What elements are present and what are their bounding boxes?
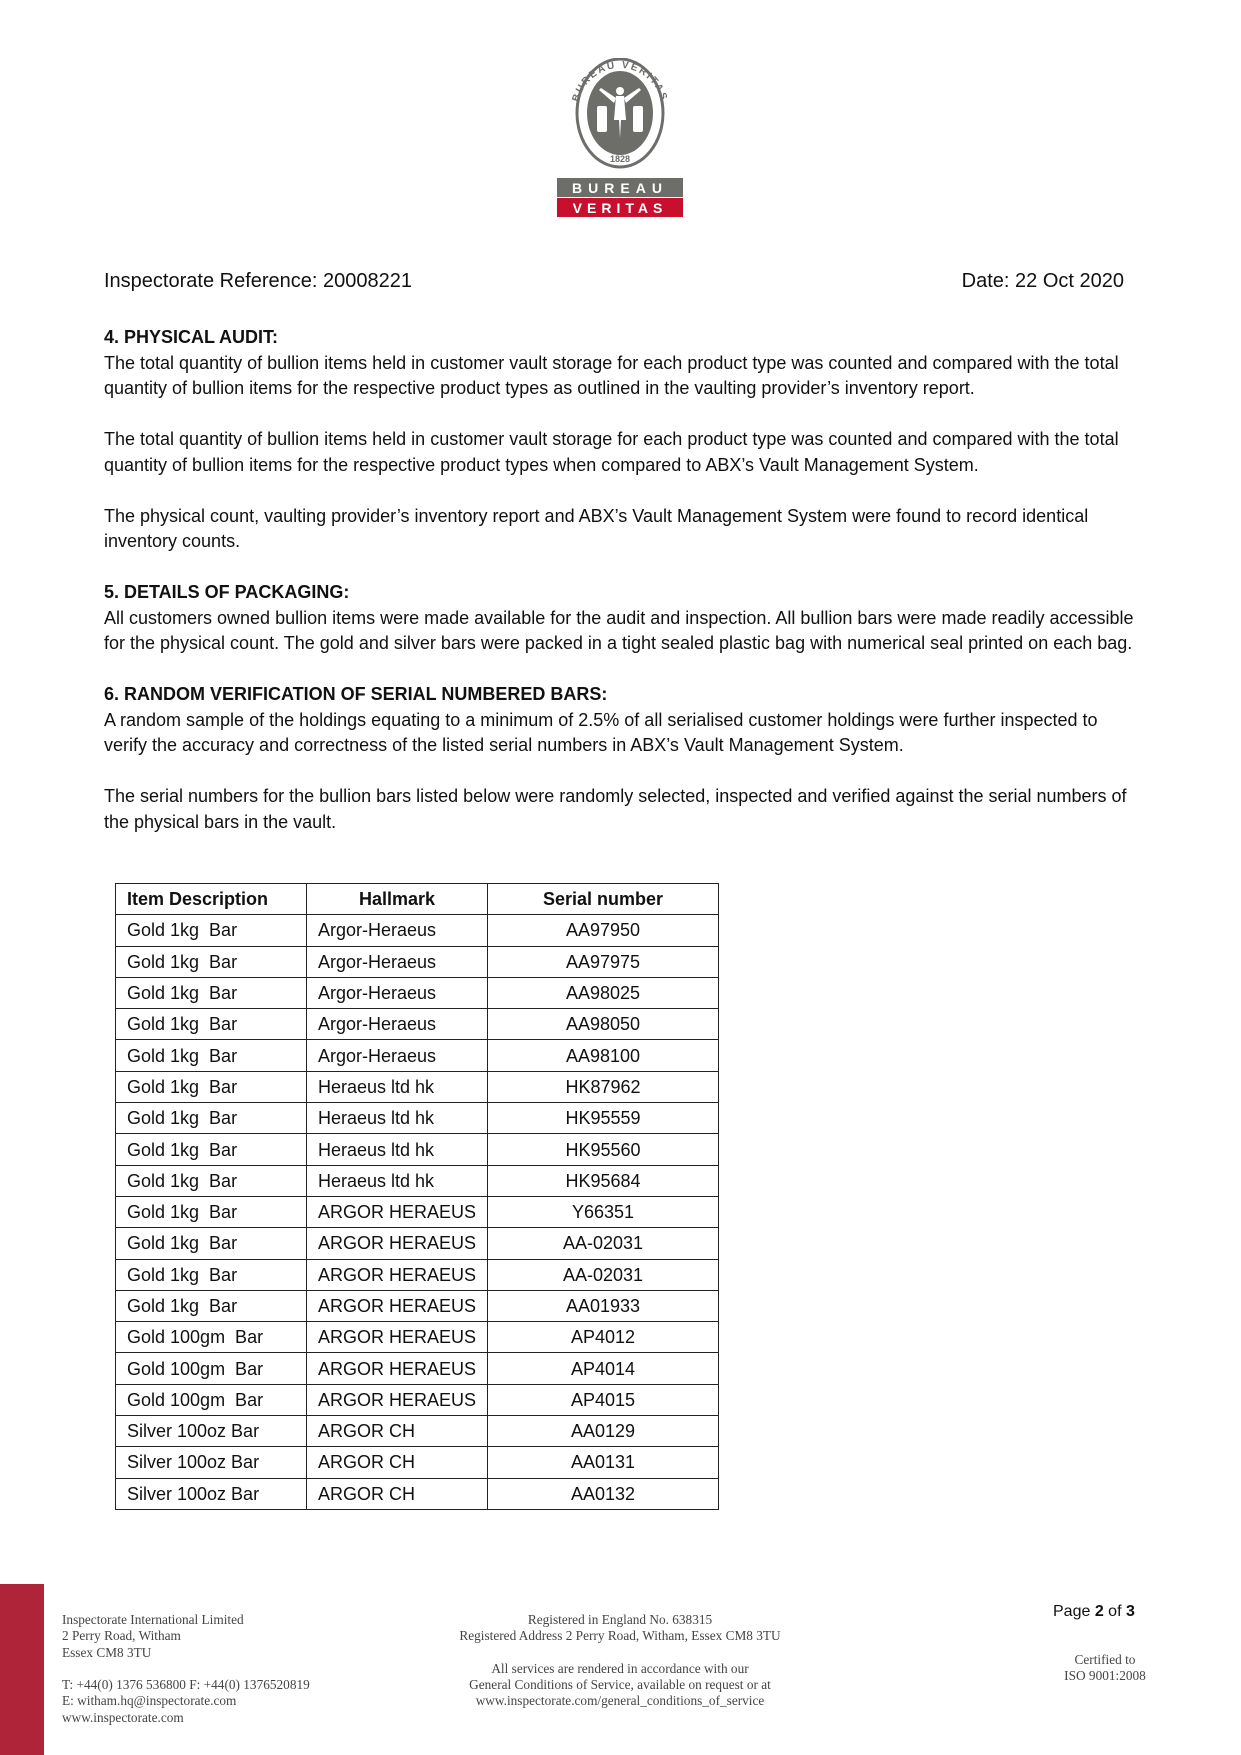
column-header-serial-number: Serial number xyxy=(488,884,719,915)
paragraph: The serial numbers for the bullion bars listed below were randomly selected, inspected and verified against the serial numbers of the physical bars in the vault. xyxy=(104,786,1127,832)
cell-item-description: Gold 1kg Bar xyxy=(116,1134,307,1165)
cell-hallmark: ARGOR CH xyxy=(307,1416,488,1447)
table-row xyxy=(116,1165,719,1196)
cell-item-description: Gold 1kg Bar xyxy=(116,1165,307,1196)
cell-serial-number: Y66351 xyxy=(488,1196,719,1227)
cell-hallmark: ARGOR HERAEUS xyxy=(307,1228,488,1259)
cert-line: ISO 9001:2008 xyxy=(1064,1668,1146,1684)
cell-hallmark: Heraeus ltd hk xyxy=(307,1165,488,1196)
paragraph: The total quantity of bullion items held in customer vault storage for each product type was counted and compared with the total quantity of bullion items for the respective product types when compared to ABX’s Vault Management System. xyxy=(104,429,1119,475)
page-of: of xyxy=(1103,1603,1126,1620)
section-details-of-packaging xyxy=(104,580,1144,657)
cell-hallmark: ARGOR HERAEUS xyxy=(307,1290,488,1321)
cert-line: Certified to xyxy=(1074,1652,1136,1667)
footer-company-address xyxy=(62,1612,310,1726)
cell-item-description: Gold 1kg Bar xyxy=(116,1228,307,1259)
cell-hallmark: ARGOR CH xyxy=(307,1478,488,1509)
cell-hallmark: Heraeus ltd hk xyxy=(307,1103,488,1134)
table-row xyxy=(116,1290,719,1321)
section-heading: 6. RANDOM VERIFICATION OF SERIAL NUMBERED BARS: xyxy=(104,684,608,704)
table-row xyxy=(116,1040,719,1071)
page-prefix: Page xyxy=(1053,1603,1095,1620)
footer-line: Essex CM8 3TU xyxy=(62,1644,152,1660)
cell-serial-number: AA-02031 xyxy=(488,1259,719,1290)
cell-serial-number: AP4012 xyxy=(488,1322,719,1353)
footer-line: Registered Address 2 Perry Road, Witham, Essex CM8 3TU xyxy=(459,1628,781,1644)
cell-item-description: Gold 1kg Bar xyxy=(116,915,307,946)
cell-item-description: Silver 100oz Bar xyxy=(116,1447,307,1478)
cell-serial-number: AP4015 xyxy=(488,1384,719,1415)
logo-arc-text: BUREAU VERITAS xyxy=(570,59,670,104)
table-row xyxy=(116,1322,719,1353)
cell-item-description: Gold 1kg Bar xyxy=(116,1196,307,1227)
table-row xyxy=(116,1353,719,1384)
cell-hallmark: ARGOR HERAEUS xyxy=(307,1384,488,1415)
column-header-item-description: Item Description xyxy=(116,884,307,915)
iso-certification xyxy=(1050,1652,1160,1685)
report-body xyxy=(104,325,1144,861)
table-row xyxy=(116,1478,719,1509)
cell-hallmark: Argor-Heraeus xyxy=(307,1009,488,1040)
cell-serial-number: AA-02031 xyxy=(488,1228,719,1259)
footer-accent-bar xyxy=(0,1584,44,1755)
cell-item-description: Gold 100gm Bar xyxy=(116,1384,307,1415)
serial-numbers-table xyxy=(115,883,719,1510)
section-physical-audit xyxy=(104,325,1144,555)
cell-serial-number: AA97975 xyxy=(488,946,719,977)
cell-item-description: Silver 100oz Bar xyxy=(116,1478,307,1509)
logo-word-bureau: BUREAU xyxy=(572,180,668,196)
section-heading: 5. DETAILS OF PACKAGING: xyxy=(104,582,350,602)
logo-year: 1828 xyxy=(609,154,631,164)
footer-line xyxy=(62,1661,310,1677)
footer-line: 2 Perry Road, Witham xyxy=(62,1628,181,1644)
paragraph: The physical count, vaulting provider’s inventory report and ABX’s Vault Management System were found to record identical inventory counts. xyxy=(104,505,1089,551)
table-row xyxy=(116,977,719,1008)
cell-serial-number: HK95559 xyxy=(488,1103,719,1134)
cell-serial-number: HK95560 xyxy=(488,1134,719,1165)
footer-line: www.inspectorate.com xyxy=(62,1709,184,1725)
cell-serial-number: HK95684 xyxy=(488,1165,719,1196)
cell-hallmark: ARGOR HERAEUS xyxy=(307,1322,488,1353)
cell-serial-number: AA98100 xyxy=(488,1040,719,1071)
footer-line xyxy=(430,1645,810,1661)
cell-serial-number: AP4014 xyxy=(488,1353,719,1384)
cell-hallmark: Argor-Heraeus xyxy=(307,915,488,946)
table-body xyxy=(116,915,719,1510)
footer-line: T: +44(0) 1376 536800 F: +44(0) 1376520819 xyxy=(62,1677,310,1693)
footer-line: General Conditions of Service, available on request or at xyxy=(469,1677,771,1693)
cell-item-description: Gold 100gm Bar xyxy=(116,1322,307,1353)
cell-serial-number: AA01933 xyxy=(488,1290,719,1321)
cell-hallmark: ARGOR HERAEUS xyxy=(307,1196,488,1227)
inspectorate-reference: Inspectorate Reference: 20008221 xyxy=(104,270,412,292)
cell-hallmark: ARGOR CH xyxy=(307,1447,488,1478)
footer-line: All services are rendered in accordance with our xyxy=(491,1660,749,1676)
cell-hallmark: Heraeus ltd hk xyxy=(307,1134,488,1165)
cell-serial-number: AA0132 xyxy=(488,1478,719,1509)
footer-line: Registered in England No. 638315 xyxy=(527,1612,713,1627)
cell-serial-number: AA0129 xyxy=(488,1416,719,1447)
cell-hallmark: Argor-Heraeus xyxy=(307,977,488,1008)
cell-item-description: Gold 1kg Bar xyxy=(116,1071,307,1102)
cell-item-description: Gold 1kg Bar xyxy=(116,1040,307,1071)
footer-line: www.inspectorate.com/general_conditions_of_service xyxy=(475,1693,765,1709)
logo-word-veritas: VERITAS xyxy=(572,200,668,216)
page-current: 2 xyxy=(1094,1603,1104,1620)
table-row xyxy=(116,946,719,977)
paragraph: The total quantity of bullion items held in customer vault storage for each product type was counted and compared with the total quantity of bullion items for the respective product types as outlined in the vaulting provider’s inventory report. xyxy=(104,352,1119,398)
table-row xyxy=(116,1416,719,1447)
cell-serial-number: AA98050 xyxy=(488,1009,719,1040)
table-row xyxy=(116,1009,719,1040)
cell-serial-number: AA98025 xyxy=(488,977,719,1008)
cell-item-description: Silver 100oz Bar xyxy=(116,1416,307,1447)
cell-item-description: Gold 1kg Bar xyxy=(116,946,307,977)
table-header-row xyxy=(116,884,719,915)
footer-line: Inspectorate International Limited xyxy=(62,1612,244,1627)
cell-hallmark: Argor-Heraeus xyxy=(307,946,488,977)
paragraph: A random sample of the holdings equating to a minimum of 2.5% of all serialised customer holdings were further inspected to verify the accuracy and correctness of the listed serial numbers in ABX’s Vault Management System. xyxy=(104,709,1098,755)
cell-item-description: Gold 1kg Bar xyxy=(116,1259,307,1290)
report-date: Date: 22 Oct 2020 xyxy=(961,270,1124,292)
table-row xyxy=(116,1196,719,1227)
cell-serial-number: AA0131 xyxy=(488,1447,719,1478)
cell-serial-number: HK87962 xyxy=(488,1071,719,1102)
page-number xyxy=(1053,1603,1135,1621)
table-row xyxy=(116,1447,719,1478)
section-random-verification xyxy=(104,682,1144,835)
table-row xyxy=(116,1384,719,1415)
footer-line: E: witham.hq@inspectorate.com xyxy=(62,1693,237,1709)
footer-registration xyxy=(430,1612,810,1710)
table-row xyxy=(116,1134,719,1165)
table-row xyxy=(116,1071,719,1102)
cell-item-description: Gold 100gm Bar xyxy=(116,1353,307,1384)
table-row xyxy=(116,1103,719,1134)
cell-item-description: Gold 1kg Bar xyxy=(116,1290,307,1321)
column-header-hallmark: Hallmark xyxy=(307,884,488,915)
page-total: 3 xyxy=(1125,1603,1135,1620)
bureau-veritas-logo xyxy=(555,58,685,220)
cell-item-description: Gold 1kg Bar xyxy=(116,1103,307,1134)
section-heading: 4. PHYSICAL AUDIT: xyxy=(104,327,279,347)
cell-serial-number: AA97950 xyxy=(488,915,719,946)
cell-hallmark: ARGOR HERAEUS xyxy=(307,1353,488,1384)
cell-hallmark: Argor-Heraeus xyxy=(307,1040,488,1071)
table-row xyxy=(116,1228,719,1259)
cell-hallmark: ARGOR HERAEUS xyxy=(307,1259,488,1290)
paragraph: All customers owned bullion items were made available for the audit and inspection. All bullion bars were made readily accessible for the physical count. The gold and silver bars were packed in a tight sealed plastic bag with numerical seal printed on each bag. xyxy=(104,607,1134,653)
reference-line xyxy=(104,270,1124,293)
table-row xyxy=(116,1259,719,1290)
table-row xyxy=(116,915,719,946)
cell-item-description: Gold 1kg Bar xyxy=(116,977,307,1008)
cell-item-description: Gold 1kg Bar xyxy=(116,1009,307,1040)
cell-hallmark: Heraeus ltd hk xyxy=(307,1071,488,1102)
